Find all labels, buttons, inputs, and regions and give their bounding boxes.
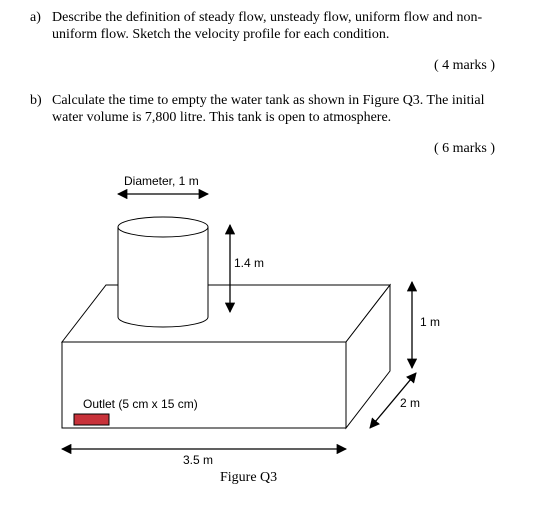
box-depth-label: 2 m — [400, 396, 421, 410]
cylinder-height-label: 1.4 m — [234, 256, 265, 270]
cylinder-body — [118, 227, 208, 327]
question-b-line1: Calculate the time to empty the water tank as shown in Figure Q3. The initial — [52, 93, 485, 108]
question-b-marks: ( 6 marks ) — [433, 141, 495, 156]
tank-top-face — [62, 285, 390, 342]
question-a-label: a) — [30, 10, 41, 25]
outlet-label: Outlet (5 cm x 15 cm) — [83, 397, 198, 411]
question-a-marks: ( 4 marks ) — [433, 58, 495, 73]
box-height-label: 1 m — [420, 315, 441, 329]
question-b-label: b) — [30, 93, 42, 108]
cylinder-top — [118, 217, 208, 237]
box-length-label: 3.5 m — [183, 453, 214, 467]
outlet-rect — [74, 414, 109, 425]
diameter-label: Diameter, 1 m — [124, 174, 199, 188]
question-a-line1: Describe the definition of steady flow, unsteady flow, uniform flow and non- — [52, 10, 483, 25]
figure-caption: Figure Q3 — [220, 470, 278, 485]
question-a-line2: uniform flow. Sketch the velocity profile for each condition. — [52, 27, 390, 42]
question-b-line2: water volume is 7,800 litre. This tank is open to atmosphere. — [52, 110, 392, 125]
